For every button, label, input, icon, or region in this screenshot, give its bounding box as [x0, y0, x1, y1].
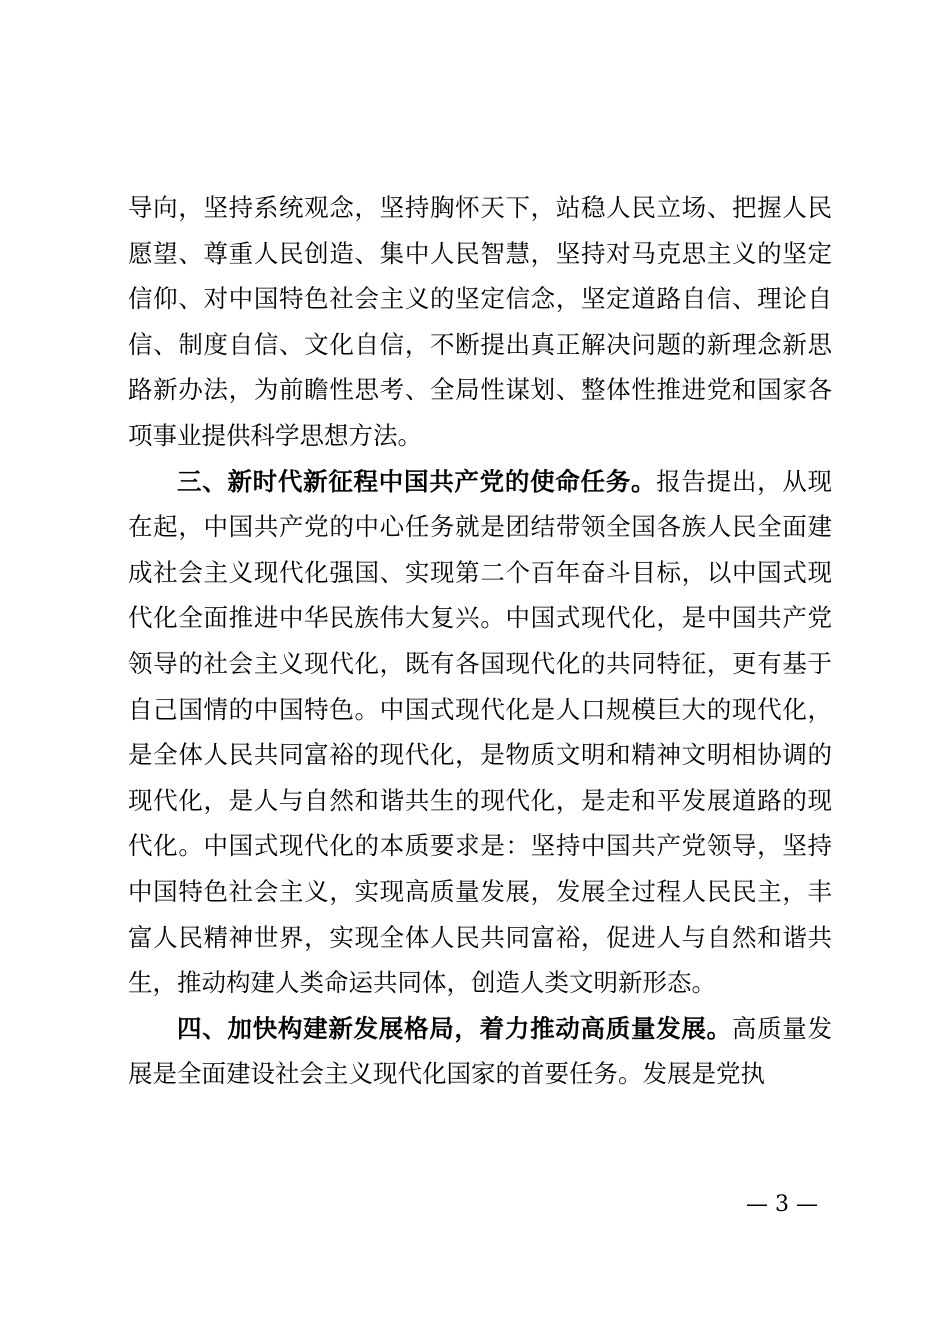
paragraph-continuation [128, 185, 832, 459]
section-heading-four: 四、加快构建新发展格局，着力推动高质量发展。 [177, 1013, 732, 1043]
page-number: — 3 — [746, 1192, 818, 1217]
paragraph-section-three [128, 459, 832, 1006]
paragraph-section-four [128, 1006, 832, 1097]
paragraph-body: 高质量发展是全面建设社会主义现代化国家的首要任务。发展是党执 [128, 1013, 833, 1089]
paragraph-body: 导向，坚持系统观念，坚持胸怀天下，站稳人民立场、把握人民愿望、尊重人民创造、集中人民智慧，坚持对马克思主义的坚定信仰、对中国特色社会主义的坚定信念，坚定道路自信、理论自信、制度自信、文化自信，不断提出真正解决问题的新理念新思路新办法，为前瞻性思考、全局性谋划、整体性推进党和国家各项事业提供科学思想方法。 [128, 193, 832, 450]
body-text [128, 185, 832, 1097]
paragraph-body: 报告提出，从现在起，中国共产党的中心任务就是团结带领全国各族人民全面建成社会主义现代化强国、实现第二个百年奋斗目标，以中国式现代化全面推进中华民族伟大复兴。中国式现代化，是中国共产党领导的社会主义现代化，既有各国现代化的共同特征，更有基于自己国情的中国特色。中国式现代化是人口规模巨大的现代化，是全体人民共同富裕的现代化，是物质文明和精神文明相协调的现代化，是人与自然和谐共生的现代化，是走和平发展道路的现代化。中国式现代化的本质要求是：坚持中国共产党领导，坚持中国特色社会主义，实现高质量发展，发展全过程人民民主，丰富人民精神世界，实现全体人民共同富裕，促进人与自然和谐共生，推动构建人类命运共同体，创造人类文明新形态。 [128, 466, 833, 998]
section-heading-three: 三、新时代新征程中国共产党的使命任务。 [177, 466, 657, 496]
